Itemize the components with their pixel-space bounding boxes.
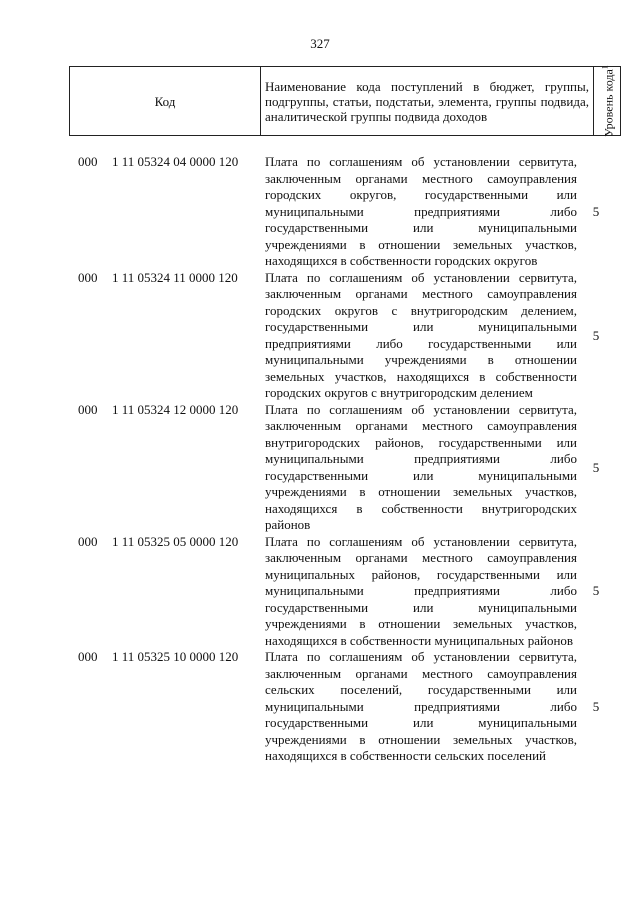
row-level: 5	[592, 698, 600, 714]
table-row	[78, 154, 618, 270]
row-code: 1 11 05325 05 0000 120	[112, 533, 239, 549]
row-prefix: 000	[78, 269, 98, 285]
table-header	[69, 66, 621, 136]
header-row	[70, 67, 621, 136]
header-name-cell: Наименование кода поступлений в бюджет, группы, подгруппы, статьи, подстатьи, элемента, группы подвида, аналитической группы подвида доходов	[261, 67, 594, 136]
page-number: 327	[310, 36, 330, 51]
row-level: 5	[592, 583, 600, 599]
row-name: Плата по соглашениям об установлении сервитута, заключенным органами местного самоуправления сельских поселений, государственными или муниципальными предприятиями либо государственными или муниципальными учреждениями в отношении земельных участков, находящихся в собственности сельских поселений	[265, 649, 577, 763]
row-code: 1 11 05325 10 0000 120	[112, 649, 239, 664]
row-code: 1 11 05324 12 0000 120	[112, 401, 239, 417]
row-name: Плата по соглашениям об установлении сервитута, заключенным органами местного самоуправления муниципальных районов, государственными или муниципальными предприятиями либо государственными или муниципальными учреждениями в отношении земельных участков, находящихся в собственности муниципальных районов	[265, 533, 577, 648]
row-prefix: 000	[78, 533, 98, 549]
row-code: 1 11 05324 11 0000 120	[112, 269, 238, 285]
table-row	[78, 534, 618, 650]
row-code: 1 11 05324 04 0000 120	[112, 154, 239, 169]
row-prefix: 000	[78, 401, 98, 417]
table-row	[78, 649, 618, 765]
row-level: 5	[592, 459, 600, 475]
row-prefix: 000	[78, 649, 98, 664]
row-level: 5	[592, 327, 600, 343]
header-level-text: Уровень кода	[601, 69, 616, 137]
row-level: 5	[592, 203, 600, 219]
table-row	[78, 270, 618, 402]
row-name: Плата по соглашениям об установлении сервитута, заключенным органами местного самоуправления городских округов с внутригородским делением, государственными или муниципальными предприятиями либо государственными или муниципальными учреждениями в отношении земельных участков, находящихся в собственности городских округов с внутригородским делением	[265, 269, 577, 400]
row-prefix: 000	[78, 154, 98, 169]
header-level-label	[600, 65, 615, 137]
row-name: Плата по соглашениям об установлении сервитута, заключенным органами местного самоуправления городских округов, государственными или муниципальными предприятиями либо государственными или муниципальными учреждениями в отношении земельных участков, находящихся в собственности городских округов	[265, 154, 577, 268]
header-level-cell	[594, 67, 621, 136]
header-code-cell: Код	[70, 67, 261, 136]
row-name: Плата по соглашениям об установлении сервитута, заключенным органами местного самоуправления внутригородских районов, государственными или муниципальными предприятиями либо государственными или муниципальными учреждениями в отношении земельных участков, находящихся в собственности внутригородских районов	[265, 401, 577, 532]
table-row	[78, 402, 618, 534]
header-level-footnote: 1	[600, 65, 610, 70]
rows-list	[78, 154, 618, 765]
